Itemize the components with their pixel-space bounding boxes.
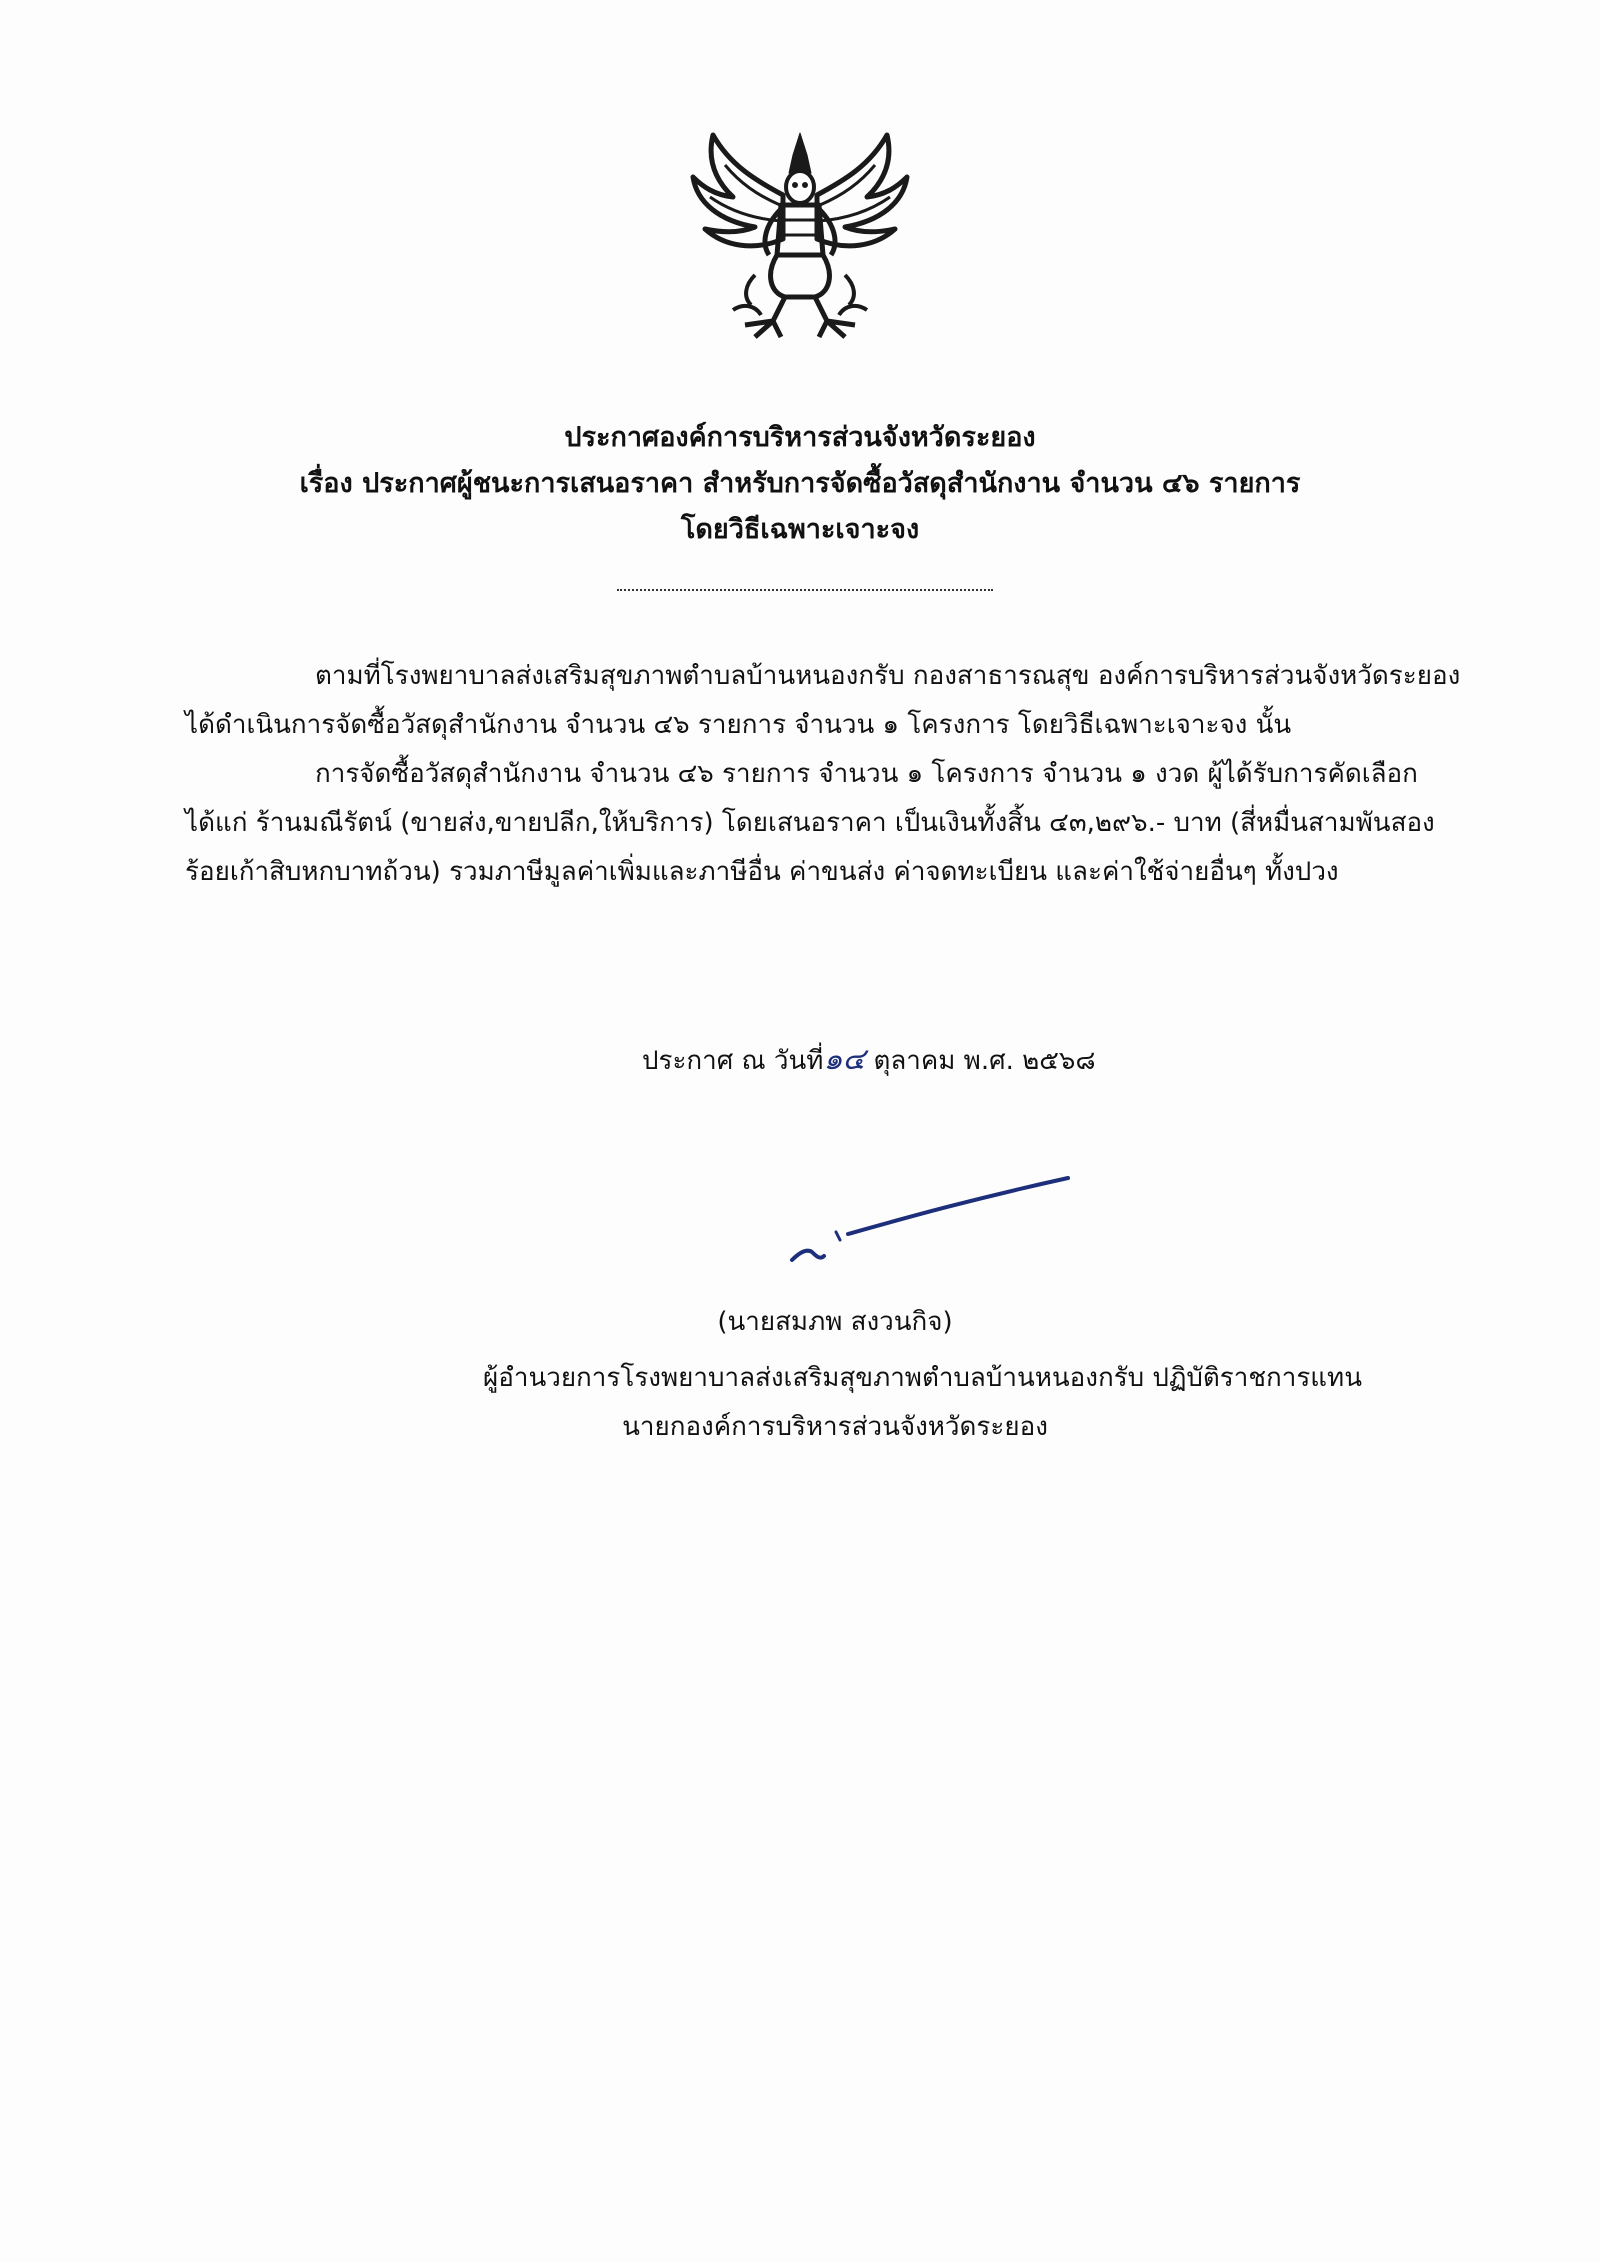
date-prefix: ประกาศ ณ วันที่ xyxy=(642,1046,824,1076)
body-line: ร้อยเก้าสิบหกบาทถ้วน) รวมภาษีมูลค่าเพิ่มและภาษีอื่น ค่าขนส่ง ค่าจดทะเบียน และค่าใช้จ่ายอื่นๆ ทั้งปวง xyxy=(185,857,1339,887)
body-line: ได้ดำเนินการจัดซื้อวัสดุสำนักงาน จำนวน ๔๖ รายการ จำนวน ๑ โครงการ โดยวิธีเฉพาะเจาะจง นั้น xyxy=(185,710,1292,740)
announcement-subject: เรื่อง ประกาศผู้ชนะการเสนอราคา สำหรับการจัดซื้อวัสดุสำนักงาน จำนวน ๔๖ รายการ xyxy=(299,468,1301,499)
handwritten-day: ๑๔ xyxy=(823,1042,866,1077)
signatory-name: (นายสมภพ สงวนกิจ) xyxy=(717,1307,953,1337)
divider xyxy=(617,589,993,591)
announcement-date xyxy=(642,1038,1096,1083)
body-line: ตามที่โรงพยาบาลส่งเสริมสุขภาพตำบลบ้านหนองกรับ กองสาธารณสุข องค์การบริหารส่วนจังหวัดระยอง xyxy=(315,661,1461,691)
signature xyxy=(778,1170,1078,1280)
procurement-method: โดยวิธีเฉพาะเจาะจง xyxy=(680,514,920,545)
date-month-year: ตุลาคม พ.ศ. ๒๕๖๘ xyxy=(873,1046,1096,1076)
signatory-position: ผู้อำนวยการโรงพยาบาลส่งเสริมสุขภาพตำบลบ้านหนองกรับ ปฏิบัติราชการแทน xyxy=(483,1363,1362,1393)
body-line: การจัดซื้อวัสดุสำนักงาน จำนวน ๔๖ รายการ จำนวน ๑ โครงการ จำนวน ๑ งวด ผู้ได้รับการคัดเลือก xyxy=(315,759,1418,789)
garuda-emblem-icon xyxy=(685,125,915,340)
signatory-position-line2: นายกองค์การบริหารส่วนจังหวัดระยอง xyxy=(622,1412,1048,1442)
announcement-title: ประกาศองค์การบริหารส่วนจังหวัดระยอง xyxy=(564,422,1036,453)
body-line: ได้แก่ ร้านมณีรัตน์ (ขายส่ง,ขายปลีก,ให้บริการ) โดยเสนอราคา เป็นเงินทั้งสิ้น ๔๓,๒๙๖.- บาท (สี่หมื่นสามพันสอง xyxy=(185,808,1435,838)
